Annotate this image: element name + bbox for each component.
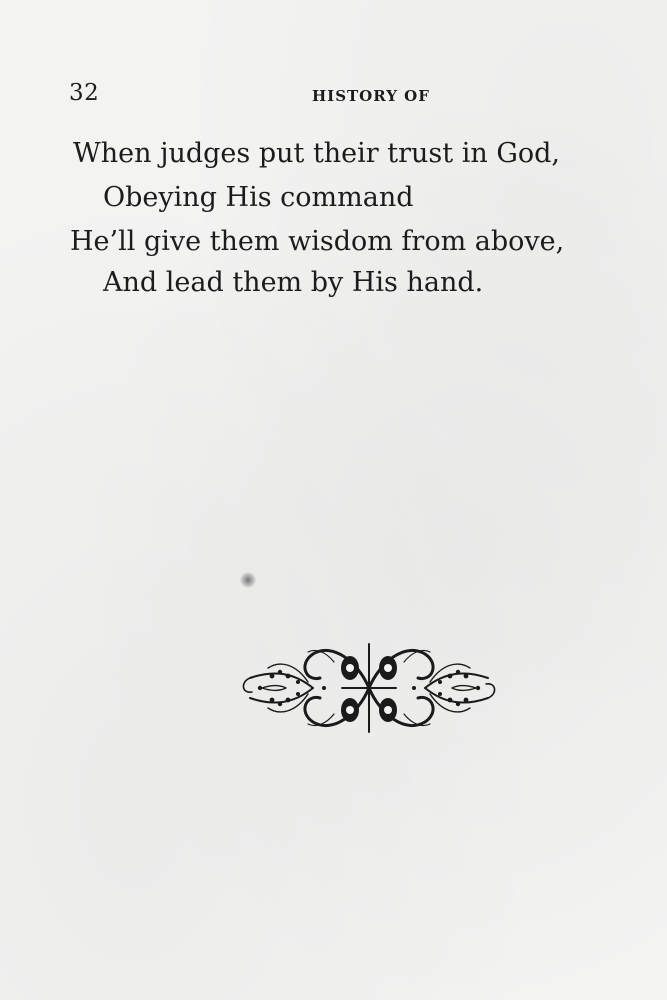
floral-vignette-icon xyxy=(238,632,500,744)
poem-line: And lead them by His hand. xyxy=(103,267,484,298)
poem-line: When judges put their trust in God, xyxy=(73,138,561,169)
page-number: 32 xyxy=(69,80,100,106)
poem-line: He’ll give them wisdom from above, xyxy=(70,226,565,257)
paper-blemish xyxy=(240,572,256,588)
running-head: HISTORY OF xyxy=(312,87,430,105)
poem-line: Obeying His command xyxy=(103,182,414,213)
